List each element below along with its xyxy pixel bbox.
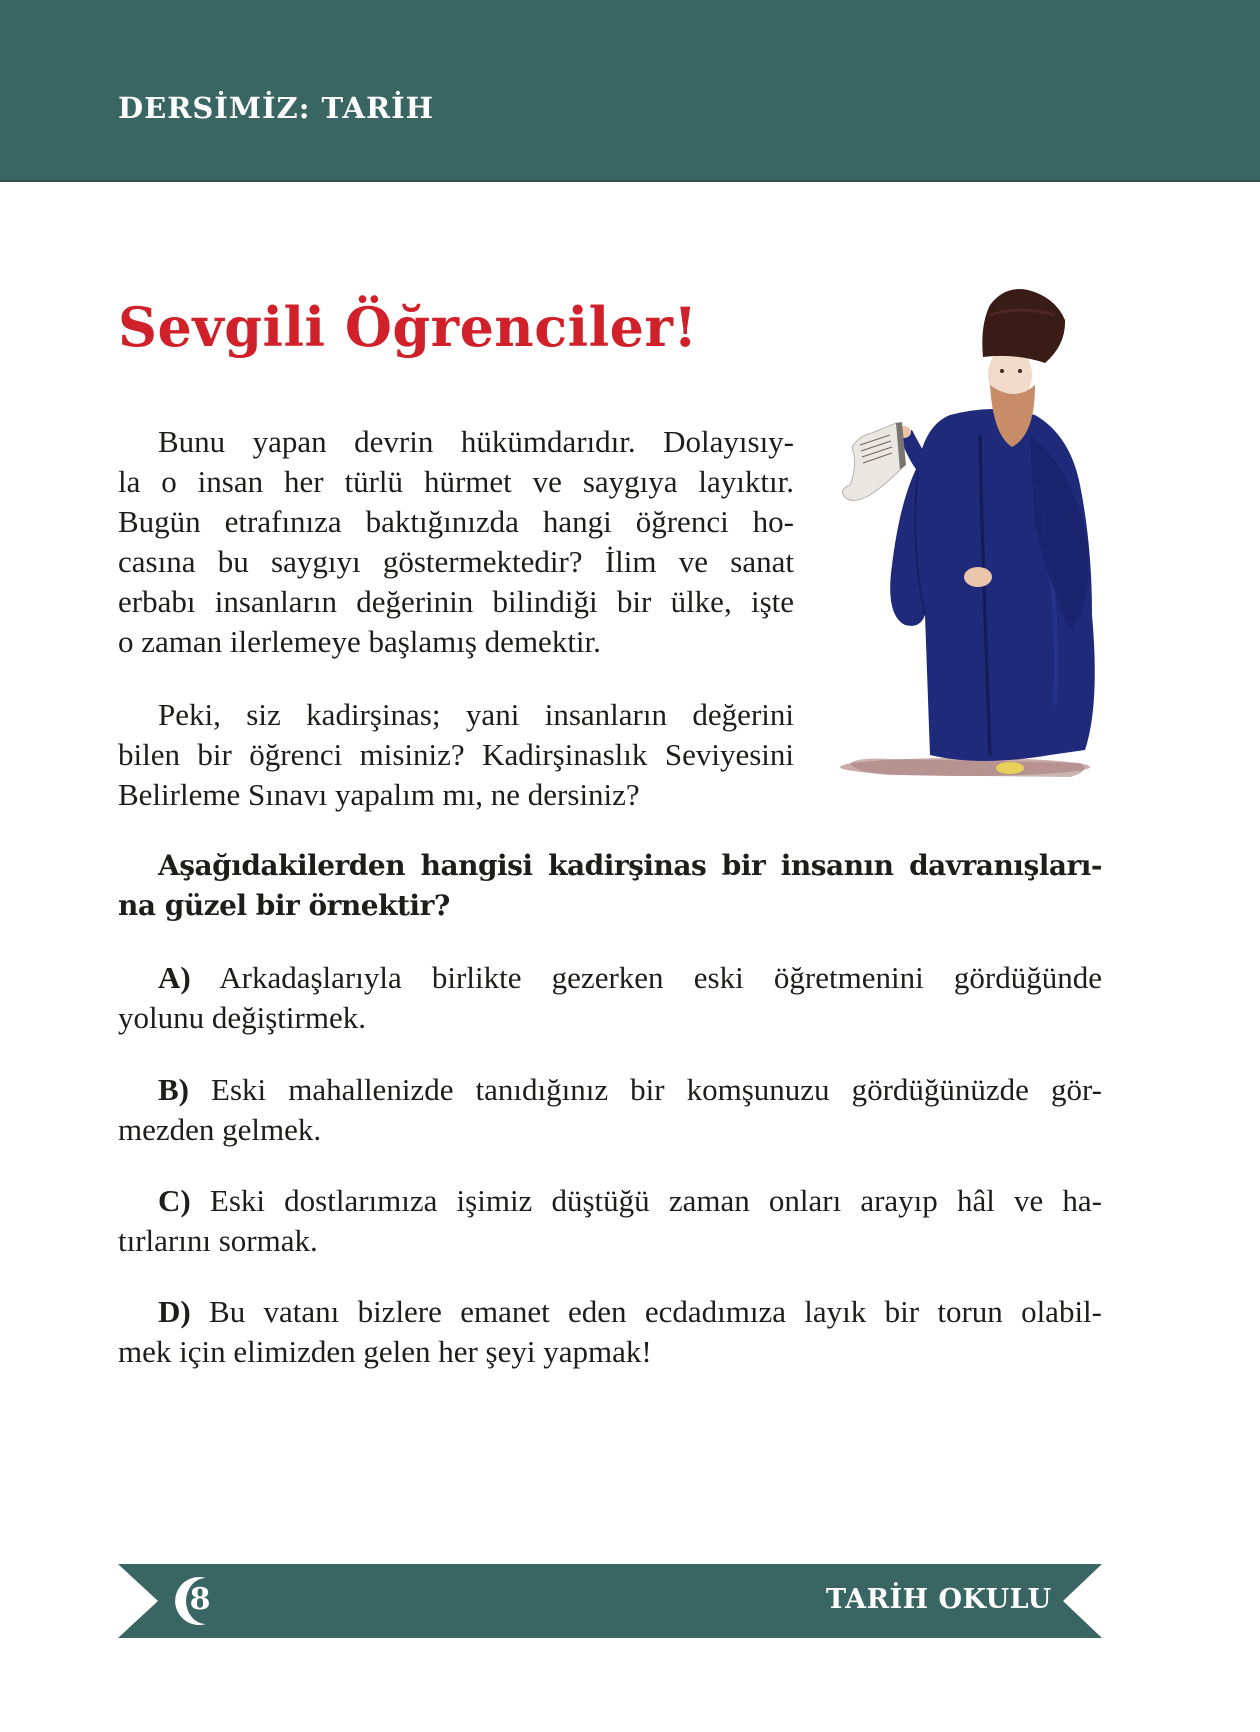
option-line: tırlarını sormak. xyxy=(118,1223,318,1258)
question-text xyxy=(118,846,1102,926)
text-line: erbabı insanların değerinin bilindiği bir ülke, işte xyxy=(118,584,794,619)
option-text: Bu vatanı bizlere emanet eden ecdadımıza layık bir torun olabil- xyxy=(190,1294,1102,1329)
option-line xyxy=(118,1070,1102,1110)
answer-option-b[interactable] xyxy=(118,1070,1102,1150)
option-text: Arkadaşlarıyla birlikte gezerken eski öğretmenini gördüğünde xyxy=(190,960,1102,995)
intro-paragraph-1 xyxy=(118,422,794,662)
book-title: TARİH OKULU xyxy=(826,1584,1052,1615)
text-line: casına bu saygıyı göstermektedir? İlim ve sanat xyxy=(118,544,794,579)
text-line: Belirleme Sınavı yapalım mı, ne dersiniz? xyxy=(118,777,640,812)
option-letter: B) xyxy=(158,1072,189,1107)
answer-option-c[interactable] xyxy=(118,1181,1102,1261)
option-line xyxy=(118,958,1102,998)
section-title: DERSİMİZ: TARİH xyxy=(118,91,435,125)
header-band xyxy=(0,0,1260,182)
text-line: Peki, siz kadirşinas; yani insanların değerini xyxy=(158,697,794,732)
text-line: Aşağıdakilerden hangisi kadirşinas bir insanın davranışları- xyxy=(158,849,1102,882)
page-title: Sevgili Öğrenciler! xyxy=(118,295,698,359)
text-line: Bugün etrafınıza baktığınızda hangi öğrenci ho- xyxy=(118,504,794,539)
text-line: bilen bir öğrenci misiniz? Kadirşinaslık Seviyesini xyxy=(118,737,794,772)
option-line: mek için elimizden gelen her şeyi yapmak! xyxy=(118,1334,652,1369)
option-line: mezden gelmek. xyxy=(118,1112,322,1147)
intro-paragraph-2 xyxy=(118,695,794,815)
option-line xyxy=(118,1181,1102,1221)
text-line: la o insan her türlü hürmet ve saygıya layıktır. xyxy=(118,464,794,499)
page-number: 8 xyxy=(189,1582,211,1617)
option-line xyxy=(118,1292,1102,1332)
option-letter: D) xyxy=(158,1294,191,1329)
text-line: na güzel bir örnektir? xyxy=(118,889,450,922)
text-line: Bunu yapan devrin hükümdarıdır. Dolayısıy- xyxy=(158,424,794,459)
ottoman-scholar-illustration xyxy=(830,285,1110,795)
option-text: Eski mahallenizde tanıdığınız bir komşunuzu gördüğünüzde gör- xyxy=(189,1072,1102,1107)
option-line: yolunu değiştirmek. xyxy=(118,1000,366,1035)
option-text: Eski dostlarımıza işimiz düştüğü zaman onları arayıp hâl ve ha- xyxy=(190,1183,1102,1218)
option-letter: A) xyxy=(158,960,191,995)
answer-option-a[interactable] xyxy=(118,958,1102,1038)
text-line: o zaman ilerlemeye başlamış demektir. xyxy=(118,624,601,659)
answer-option-d[interactable] xyxy=(118,1292,1102,1372)
option-letter: C) xyxy=(158,1183,191,1218)
